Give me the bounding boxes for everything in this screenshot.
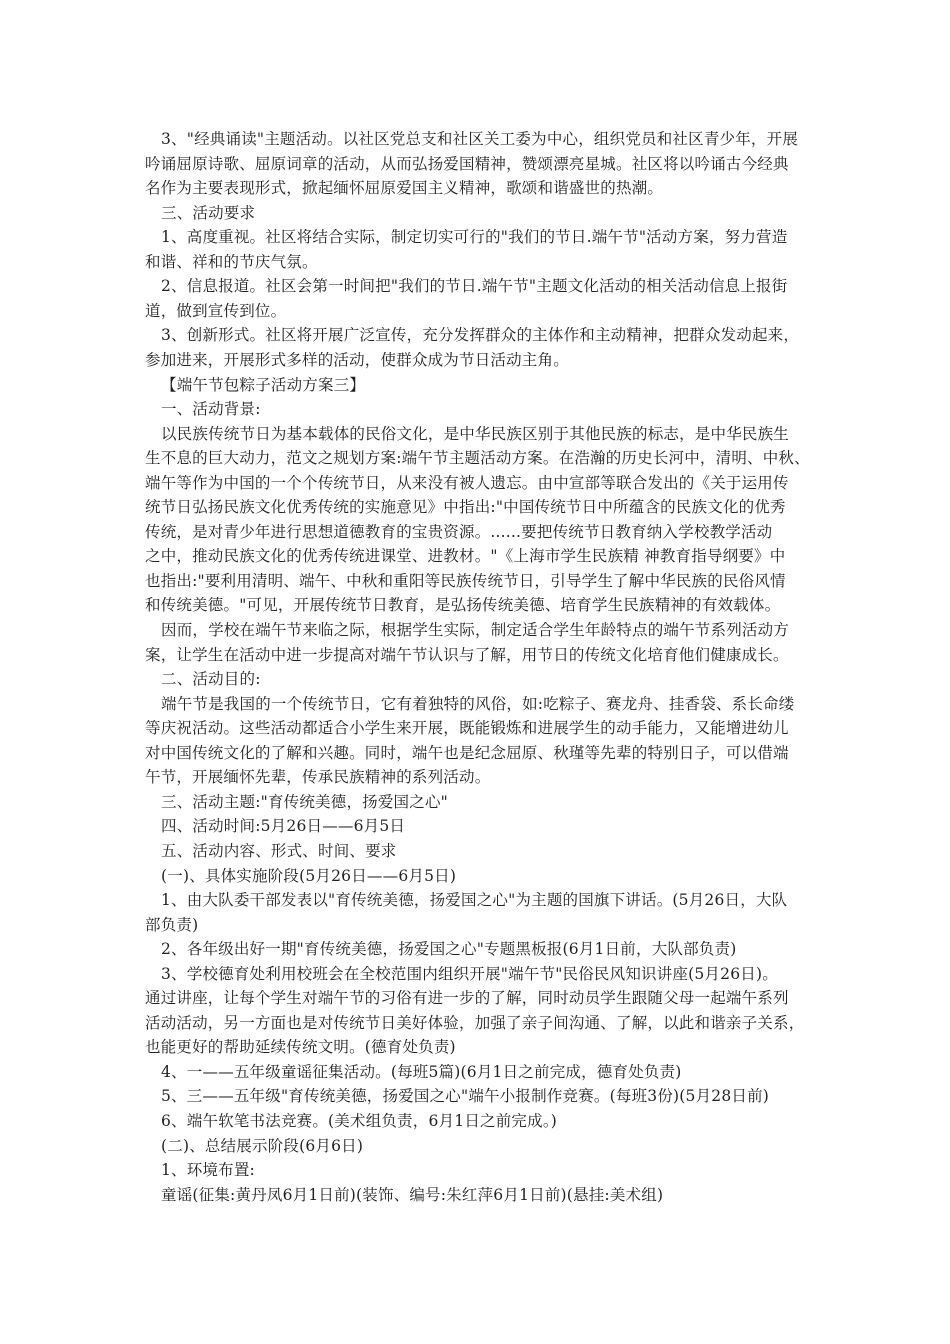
document-line: 午节，开展缅怀先辈，传承民族精神的系列活动。: [145, 768, 491, 787]
document-line: 等庆祝活动。这些活动都适合小学生来开展，既能锻炼和进展学生的动手能力，又能增进幼儿: [145, 719, 789, 738]
document-line: 端午等作为中国的一个个传统节日，从来没有被人遗忘。由中宣部等联合发出的《关于运用传: [145, 473, 789, 492]
document-line: 3、学校德育处利用校班会在全校范围内组织开展"端午节"民俗民风知识讲座(5月26日)。: [161, 964, 778, 983]
document-line: 部负责): [145, 915, 199, 934]
document-line: 二、活动目的:: [161, 670, 261, 689]
document-line: 之中，推动民族文化的优秀传统进课堂、进教材。"《上海市学生民族精 神教育指导纲要》中: [145, 547, 786, 566]
document-line: 三、活动要求: [161, 203, 256, 222]
document-line: 童谣(征集:黄丹凤6月1日前)(装饰、编号:朱红萍6月1日前)(悬挂:美术组): [161, 1185, 664, 1204]
document-line: 以民族传统节日为基本载体的民俗文化，是中华民族区别于其他民族的标志，是中华民族生: [161, 424, 790, 443]
document-line: 名作为主要表现形式，掀起缅怀屈原爱国主义精神，歌颂和谐盛世的热潮。: [145, 179, 664, 198]
document-line: 也指出:"要利用清明、端午、中秋和重阳等民族传统节日，引导学生了解中华民族的民俗风情: [145, 571, 786, 590]
document-line: 和谐、祥和的节庆气氛。: [145, 252, 318, 271]
document-line: 3、"经典诵读"主题活动。以社区党总支和社区关工委为中心，组织党员和社区青少年，开展: [161, 130, 799, 148]
document-line: 吟诵屈原诗歌、屈原词章的活动，从而弘扬爱国精神，赞颂漂亮星城。社区将以吟诵古今经典: [145, 154, 789, 173]
document-line: 1、高度重视。社区将结合实际，制定切实可行的"我们的节日.端午节"活动方案，努力营造: [161, 228, 788, 247]
document-line: 和传统美德。"可见，开展传统节日教育，是弘扬传统美德、培育学生民族精神的有效载体。: [145, 596, 781, 615]
document-line: 生不息的巨大动力，范文之规划方案:端午节主题活动方案。在浩瀚的历史长河中，清明、中秋、: [145, 449, 810, 468]
document-line: 一、活动背景:: [161, 400, 261, 419]
document-line: 对中国传统文化的了解和兴趣。同时，端午也是纪念屈原、秋瑾等先辈的特别日子，可以借端: [145, 743, 789, 762]
document-line: 因而，学校在端午节来临之际，根据学生实际，制定适合学生年龄特点的端午节系列活动方: [161, 621, 790, 639]
document-line: 三、活动主题:"育传统美德，扬爱国之心": [161, 792, 448, 811]
document-line: 参加进来，开展形式多样的活动，使群众成为节日活动主角。: [145, 350, 569, 369]
document-line: 1、环境布置:: [161, 1161, 255, 1180]
document-line: 1、由大队委干部发表以"育传统美德，扬爱国之心"为主题的国旗下讲话。(5月26日，大队: [161, 891, 788, 910]
document-line: 4、一——五年级童谣征集活动。(每班5篇)(6月1日之前完成，德育处负责): [161, 1062, 682, 1081]
document-line: 四、活动时间:5月26日——6月5日: [161, 817, 406, 836]
document-line: 5、三——五年级"育传统美德，扬爱国之心"端午小报制作竞赛。(每班3份)(5月28日前): [161, 1087, 770, 1106]
document-line: 统节日弘扬民族文化优秀传统的实施意见》中指出:"中国传统节日中所蕴含的民族文化的优秀: [145, 498, 786, 517]
document-line: 传统，是对青少年进行思想道德教育的宝贵资源。......要把传统节日教育纳入学校教学活动: [145, 522, 773, 541]
document-line: 道，做到宣传到位。: [145, 301, 287, 320]
document-line: 2、各年级出好一期"育传统美德，扬爱国之心"专题黑板报(6月1日前，大队部负责): [161, 940, 737, 959]
document-line: 五、活动内容、形式、时间、要求: [161, 841, 397, 860]
document-line: (一)、具体实施阶段(5月26日——6月5日): [161, 866, 457, 885]
document-line: 活动活动，另一方面也是对传统节日美好体验，加强了亲子间沟通、了解，以此和谐亲子关系，: [145, 1013, 805, 1032]
document-line: 也能更好的帮助延续传统文明。(德育处负责): [145, 1038, 456, 1057]
document-line: 端午节是我国的一个传统节日，它有着独特的风俗，如:吃粽子、赛龙舟、挂香袋、系长命缕: [161, 694, 795, 713]
document-line: 3、创新形式。社区将开展广泛宣传，充分发挥群众的主体作和主动精神，把群众发动起来，: [161, 326, 800, 345]
document-line: 2、信息报道。社区会第一时间把"我们的节日.端午节"主题文化活动的相关活动信息上报街: [161, 277, 788, 296]
document-line: 案，让学生在活动中进一步提高对端午节认识与了解，用节日的传统文化培育他们健康成长。: [145, 645, 789, 664]
document-line: 6、端午软笔书法竞赛。(美术组负责，6月1日之前完成。): [161, 1112, 558, 1130]
document-line: 通过讲座，让每个学生对端午节的习俗有进一步的了解，同时动员学生跟随父母一起端午系列: [145, 989, 789, 1008]
document-line: 【端午节包粽子活动方案三】: [161, 375, 366, 394]
document-line: (二)、总结展示阶段(6月6日): [161, 1136, 364, 1155]
